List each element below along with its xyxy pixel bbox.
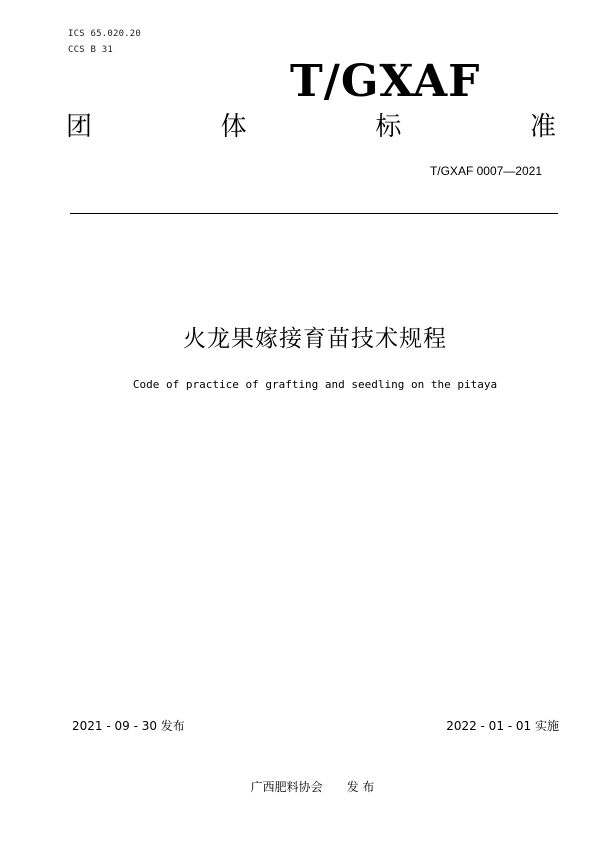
publisher-line xyxy=(0,778,600,795)
publisher-action: 发 布 xyxy=(346,780,375,794)
implementation-date: 2022 - 01 - 01 实施 xyxy=(446,719,559,733)
issue-date: 2021 - 09 - 30 发布 xyxy=(72,719,185,733)
standard-type xyxy=(66,114,556,140)
header-divider xyxy=(70,213,558,214)
ics-code: ICS 65.020.20 xyxy=(68,29,142,39)
document-title-english: Code of practice of grafting and seedling on the pitaya xyxy=(132,378,498,391)
standard-type-char: 团 xyxy=(66,112,93,142)
document-title-chinese: 火龙果嫁接育苗技术规程 xyxy=(183,326,447,352)
standard-logo: T/GXAF xyxy=(290,56,481,107)
standard-type-char: 标 xyxy=(375,112,402,142)
standard-type-char: 体 xyxy=(220,112,247,142)
ccs-code: CCS B 31 xyxy=(68,45,113,55)
standard-number: T/GXAF 0007—2021 xyxy=(429,164,542,178)
standard-type-char: 准 xyxy=(529,112,556,142)
publisher-organization: 广西肥料协会 xyxy=(250,780,323,794)
